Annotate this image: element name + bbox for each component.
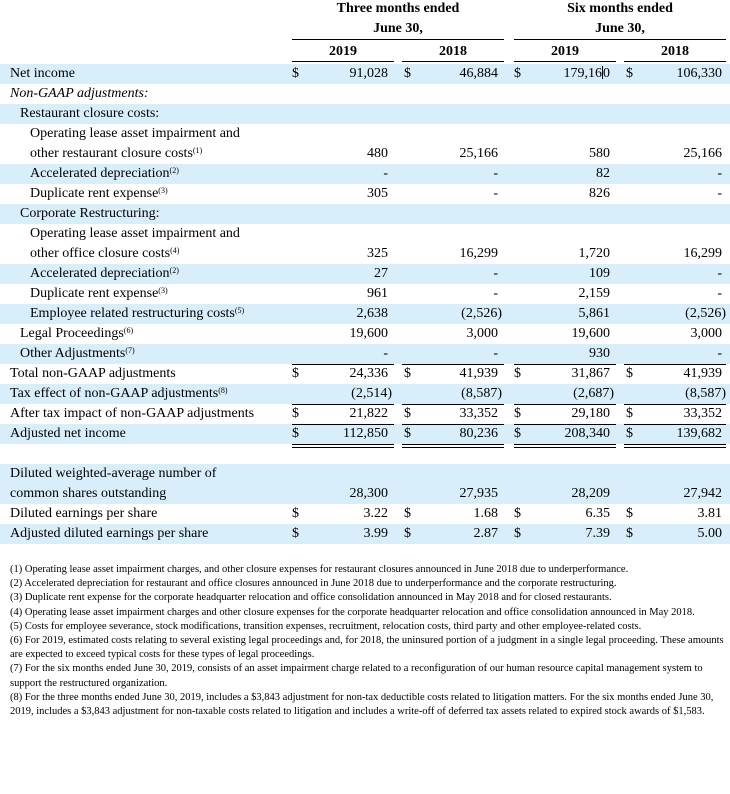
table-18-label xyxy=(10,424,126,444)
table-11-value: - xyxy=(717,286,722,301)
table-13-value: 19,600 xyxy=(571,326,610,341)
year-header-q-2019: 2019 xyxy=(329,44,357,59)
adjusted-bottom-2-rule xyxy=(514,447,616,448)
table-14-label-text: Other Adjustments xyxy=(20,346,126,361)
pershare-3-dollar-sign: $ xyxy=(514,526,521,541)
table-0-label xyxy=(10,64,75,84)
table-6-value: 826 xyxy=(589,186,610,201)
footnotes xyxy=(10,563,725,719)
table-17-label xyxy=(10,404,254,424)
table-13-value: 3,000 xyxy=(690,326,722,341)
six-months-header-line2: June 30, xyxy=(595,21,645,36)
pershare-3-dollar-sign: $ xyxy=(626,526,633,541)
table-15-value: 31,867 xyxy=(571,366,610,381)
table-5-value: 82 xyxy=(596,166,610,181)
three-months-header-line1: Three months ended xyxy=(336,1,460,16)
table-5-label-text: Accelerated depreciation xyxy=(30,166,170,181)
footnote-7: (7) For the six months ended June 30, 2019, consists of an asset impairment charge related to a reconfiguration of our human resource capital management system to support the restructured organization. xyxy=(10,663,703,689)
after-tax-rule xyxy=(624,404,726,405)
after-tax-rule xyxy=(292,404,394,405)
table-14-value: - xyxy=(717,346,722,361)
table-17-label-text: After tax impact of non-GAAP adjustments xyxy=(10,406,255,421)
table-18-value: 112,850 xyxy=(343,426,388,441)
footnote-8: (8) For the three months ended June 30, 2019, includes a $3,843 adjustment for non-tax deductible costs related to litigation matters. For the six months ended June 30, 2019, includes a $3,843 adjustment for non-taxable costs related to litigation and includes a write-off of deferred tax assets related to expired stock awards of $1,583. xyxy=(10,691,714,718)
adjusted-top-rule xyxy=(514,424,616,425)
year-rule-4 xyxy=(624,61,726,62)
table-9-label-text: other office closure costs xyxy=(30,246,171,261)
table-9-value: 1,720 xyxy=(578,246,610,261)
pershare-2-row xyxy=(0,504,730,524)
table-9-value: 325 xyxy=(367,246,388,261)
year-rule-1 xyxy=(292,61,394,62)
table-0-value: 106,330 xyxy=(676,66,722,81)
subtotal-rule xyxy=(292,364,394,365)
table-13-label xyxy=(20,324,133,344)
table-0-dollar-sign: $ xyxy=(292,66,299,81)
subtotal-rule xyxy=(624,364,726,365)
footnote-6: (6) For 2019, estimated costs relating to several existing legal proceedings and, for 2018, the uninsured portion of a judgment in a single legal proceeding. These amounts are expected to exceed typical costs for these types of legal proceedings. xyxy=(10,635,724,661)
table-5-value: - xyxy=(383,166,388,181)
footnote-3: (3) Duplicate rent expense for the corporate headquarter relocation and office consolidation announced in May 2018 and for closed restaurants. xyxy=(10,592,612,604)
pershare-1-label-text: common shares outstanding xyxy=(10,486,167,501)
table-13-value: 19,600 xyxy=(349,326,388,341)
table-6-label-text: Duplicate rent expense xyxy=(30,186,159,201)
pershare-2-value: 3.22 xyxy=(363,506,388,521)
table-15-value: 41,939 xyxy=(683,366,722,381)
pershare-0-row xyxy=(0,464,730,484)
table-10-value: 109 xyxy=(589,266,610,281)
adjusted-bottom-1-rule xyxy=(402,444,504,445)
pershare-3-value: 3.99 xyxy=(363,526,388,541)
table-8-row xyxy=(0,224,730,244)
footnote-1: (1) Operating lease asset impairment charges, and other closure expenses for restaurant closures announced in June 2018 due to underperformance. xyxy=(10,564,629,575)
table-9-label xyxy=(30,244,179,264)
table-15-value: 41,939 xyxy=(459,366,498,381)
table-4-value: 25,166 xyxy=(683,146,722,161)
pershare-3-row xyxy=(0,524,730,544)
table-18-value: 80,236 xyxy=(459,426,498,441)
footnote-4: (4) Operating lease asset impairment charges and other closure expenses for the corporate headquarter relocation and office consolidation announced in May 2018. xyxy=(10,606,695,618)
table-0-dollar-sign: $ xyxy=(404,66,411,81)
table-17-dollar-sign: $ xyxy=(626,406,633,421)
six-months-header-rule xyxy=(514,39,726,40)
table-2-row xyxy=(0,104,730,124)
table-12-footnote-ref: (5) xyxy=(234,306,245,315)
pershare-2-dollar-sign: $ xyxy=(404,506,411,521)
pershare-1-label xyxy=(10,484,166,504)
table-6-row xyxy=(0,184,730,204)
pershare-0-label xyxy=(10,464,216,484)
pershare-3-dollar-sign: $ xyxy=(292,526,299,541)
table-11-label-text: Duplicate rent expense xyxy=(30,286,159,301)
table-6-label xyxy=(30,184,168,204)
year-header-h-2018: 2018 xyxy=(661,44,689,59)
table-18-dollar-sign: $ xyxy=(514,426,521,441)
table-10-value: - xyxy=(717,266,722,281)
pershare-0-label-text: Diluted weighted-average number of xyxy=(10,466,217,481)
table-16-row xyxy=(0,384,730,404)
pershare-2-dollar-sign: $ xyxy=(626,506,633,521)
table-6-value: - xyxy=(717,186,722,201)
footnote-2: (2) Accelerated depreciation for restaurant and office closures announced in June 2018 due to underperformance and the corporate restructuring. xyxy=(10,578,617,590)
table-7-row xyxy=(0,204,730,224)
table-1-label xyxy=(10,84,149,104)
after-tax-rule xyxy=(514,404,616,405)
table-15-dollar-sign: $ xyxy=(404,366,411,381)
table-17-value: 33,352 xyxy=(683,406,722,421)
table-17-value: 21,822 xyxy=(349,406,388,421)
table-5-value: - xyxy=(717,166,722,181)
table-12-label xyxy=(30,304,244,324)
table-7-label-text: Corporate Restructuring: xyxy=(20,206,160,221)
table-17-dollar-sign: $ xyxy=(404,406,411,421)
table-4-label xyxy=(30,144,202,164)
adjusted-top-rule xyxy=(402,424,504,425)
pershare-1-value: 27,935 xyxy=(459,486,498,501)
adjusted-top-rule xyxy=(292,424,394,425)
table-3-label-text: Operating lease asset impairment and xyxy=(30,126,240,141)
table-0-row xyxy=(0,64,730,84)
pershare-3-dollar-sign: $ xyxy=(404,526,411,541)
table-4-value: 580 xyxy=(589,146,610,161)
subtotal-rule xyxy=(514,364,616,365)
six-months-header-line1: Six months ended xyxy=(567,1,673,16)
adjusted-bottom-2-rule xyxy=(624,447,726,448)
table-9-footnote-ref: (4) xyxy=(170,246,180,255)
pershare-3-label-text: Adjusted diluted earnings per share xyxy=(10,526,209,541)
table-2-label xyxy=(20,104,159,124)
table-4-value: 25,166 xyxy=(459,146,498,161)
table-16-value: (8,587) xyxy=(461,386,502,401)
three-months-header-rule xyxy=(292,39,504,40)
pershare-3-value: 5.00 xyxy=(697,526,722,541)
table-15-value: 24,336 xyxy=(349,366,388,381)
table-18-row xyxy=(0,424,730,444)
pershare-1-value: 27,942 xyxy=(683,486,722,501)
table-16-footnote-ref: (8) xyxy=(218,386,228,395)
table-15-dollar-sign: $ xyxy=(626,366,633,381)
table-4-footnote-ref: (1) xyxy=(192,146,203,155)
table-17-value: 29,180 xyxy=(571,406,610,421)
table-15-dollar-sign: $ xyxy=(292,366,299,381)
adjusted-bottom-1-rule xyxy=(292,444,394,445)
table-9-value: 16,299 xyxy=(683,246,722,261)
table-0-value: 179,160 xyxy=(563,66,610,81)
table-9-row xyxy=(0,244,730,264)
adjusted-top-rule xyxy=(624,424,726,425)
table-2-label-text: Restaurant closure costs: xyxy=(20,106,160,121)
table-13-row xyxy=(0,324,730,344)
pershare-3-value: 2.87 xyxy=(473,526,498,541)
table-5-label xyxy=(30,164,179,184)
table-6-value: - xyxy=(493,186,498,201)
year-header-q-2018: 2018 xyxy=(439,44,467,59)
subtotal-rule xyxy=(402,364,504,365)
table-13-label-text: Legal Proceedings xyxy=(20,326,124,341)
table-5-footnote-ref: (2) xyxy=(169,166,179,175)
table-13-footnote-ref: (6) xyxy=(123,326,134,335)
table-18-value: 208,340 xyxy=(564,426,610,441)
table-5-row xyxy=(0,164,730,184)
pershare-2-dollar-sign: $ xyxy=(514,506,521,521)
table-17-dollar-sign: $ xyxy=(292,406,299,421)
table-9-value: 16,299 xyxy=(459,246,498,261)
after-tax-rule xyxy=(402,404,504,405)
table-0-label-text: Net income xyxy=(10,66,75,81)
footnote-5: (5) Costs for employee severance, stock modifications, transition expenses, recruitment, relocation costs, third party and other employee-related costs. xyxy=(10,620,642,632)
table-10-value: 27 xyxy=(374,266,388,281)
table-12-value: 2,638 xyxy=(356,306,388,321)
table-5-value: - xyxy=(493,166,498,181)
adjusted-bottom-1-rule xyxy=(514,444,616,445)
pershare-3-label xyxy=(10,524,208,544)
table-11-footnote-ref: (3) xyxy=(158,286,168,295)
year-rule-2 xyxy=(402,61,504,62)
table-3-label xyxy=(30,124,240,144)
table-11-value: - xyxy=(493,286,498,301)
three-months-header-line2: June 30, xyxy=(373,21,423,36)
table-12-value: (2,526) xyxy=(685,306,726,321)
pershare-1-row xyxy=(0,484,730,504)
table-16-label-text: Tax effect of non-GAAP adjustments xyxy=(10,386,219,401)
pershare-2-value: 1.68 xyxy=(473,506,498,521)
table-1-label-text: Non-GAAP adjustments: xyxy=(10,86,149,101)
table-16-value: (8,587) xyxy=(685,386,726,401)
table-18-label-text: Adjusted net income xyxy=(10,426,126,441)
table-14-label xyxy=(20,344,135,364)
table-15-label-text: Total non-GAAP adjustments xyxy=(10,366,176,381)
year-rule-3 xyxy=(514,61,616,62)
table-10-label-text: Accelerated depreciation xyxy=(30,266,170,281)
table-10-row xyxy=(0,264,730,284)
table-11-value: 2,159 xyxy=(578,286,610,301)
table-10-label xyxy=(30,264,179,284)
pershare-2-label-text: Diluted earnings per share xyxy=(10,506,158,521)
table-18-dollar-sign: $ xyxy=(292,426,299,441)
table-17-row xyxy=(0,404,730,424)
table-4-label-text: other restaurant closure costs xyxy=(30,146,193,161)
table-1-row xyxy=(0,84,730,104)
adjusted-bottom-2-rule xyxy=(402,447,504,448)
pershare-2-label xyxy=(10,504,157,524)
table-14-row xyxy=(0,344,730,364)
pershare-1-value: 28,209 xyxy=(571,486,610,501)
table-12-value: 5,861 xyxy=(578,306,610,321)
table-12-value: (2,526) xyxy=(461,306,502,321)
pershare-2-value: 6.35 xyxy=(585,506,610,521)
table-8-label xyxy=(30,224,240,244)
table-14-value: - xyxy=(383,346,388,361)
table-0-dollar-sign: $ xyxy=(626,66,633,81)
pershare-1-value: 28,300 xyxy=(349,486,388,501)
table-15-row xyxy=(0,364,730,384)
table-12-label-text: Employee related restructuring costs xyxy=(30,306,235,321)
table-0-value: 91,028 xyxy=(349,66,388,81)
pershare-2-value: 3.81 xyxy=(697,506,722,521)
table-16-label xyxy=(10,384,228,404)
table-4-value: 480 xyxy=(367,146,388,161)
table-4-row xyxy=(0,144,730,164)
table-8-label-text: Operating lease asset impairment and xyxy=(30,226,240,241)
table-17-dollar-sign: $ xyxy=(514,406,521,421)
table-11-row xyxy=(0,284,730,304)
table-11-value: 961 xyxy=(367,286,388,301)
table-13-value: 3,000 xyxy=(466,326,498,341)
table-7-label xyxy=(20,204,160,224)
table-17-value: 33,352 xyxy=(459,406,498,421)
pershare-2-dollar-sign: $ xyxy=(292,506,299,521)
table-11-label xyxy=(30,284,168,304)
adjusted-bottom-2-rule xyxy=(292,447,394,448)
table-15-dollar-sign: $ xyxy=(514,366,521,381)
year-header-h-2019: 2019 xyxy=(551,44,579,59)
table-0-dollar-sign: $ xyxy=(514,66,521,81)
pershare-3-value: 7.39 xyxy=(585,526,610,541)
table-0-value: 46,884 xyxy=(459,66,498,81)
table-16-value: (2,514) xyxy=(351,386,392,401)
table-10-value: - xyxy=(493,266,498,281)
table-12-row xyxy=(0,304,730,324)
table-6-footnote-ref: (3) xyxy=(158,186,168,195)
table-6-value: 305 xyxy=(367,186,388,201)
table-14-value: - xyxy=(493,346,498,361)
table-18-dollar-sign: $ xyxy=(404,426,411,441)
table-15-label xyxy=(10,364,176,384)
table-3-row xyxy=(0,124,730,144)
table-14-footnote-ref: (7) xyxy=(125,346,135,355)
table-18-dollar-sign: $ xyxy=(626,426,633,441)
table-16-value: (2,687) xyxy=(573,386,614,401)
table-14-value: 930 xyxy=(589,346,610,361)
table-18-value: 139,682 xyxy=(676,426,722,441)
table-10-footnote-ref: (2) xyxy=(169,266,179,275)
adjusted-bottom-1-rule xyxy=(624,444,726,445)
